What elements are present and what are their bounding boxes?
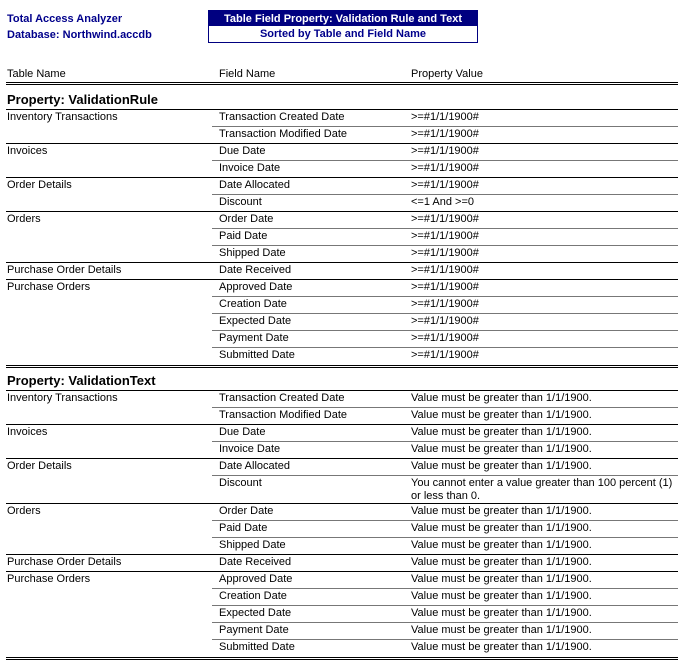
table-row [6,194,678,211]
field-name-cell: Paid Date [219,522,268,534]
property-value-cell: Value must be greater than 1/1/1900. [411,522,592,534]
property-value-cell: Value must be greater than 1/1/1900. [411,505,592,517]
table-row [6,622,678,639]
property-value-cell: >=#1/1/1900# [411,247,479,259]
property-value-cell: Value must be greater than 1/1/1900. [411,392,592,404]
section-end-rule [6,657,678,658]
table-name-cell: Orders [7,213,41,225]
table-row [6,475,678,503]
report-subtitle: Sorted by Table and Field Name [208,26,478,43]
field-name-cell: Order Date [219,213,274,225]
table-name-cell: Purchase Order Details [7,264,122,276]
table-row [6,390,678,407]
field-name-cell: Transaction Modified Date [219,128,347,140]
app-title: Total Access Analyzer [7,13,123,25]
table-row [6,330,678,347]
property-value-cell: >=#1/1/1900# [411,332,479,344]
property-value-cell: >=#1/1/1900# [411,145,479,157]
field-name-cell: Due Date [219,426,266,438]
table-row [6,262,678,279]
table-row [6,458,678,475]
property-value-cell: >=#1/1/1900# [411,213,479,225]
property-value-cell: Value must be greater than 1/1/1900. [411,573,592,585]
field-name-cell: Submitted Date [219,349,295,361]
property-value-cell: You cannot enter a value greater than 100 percent (1) or less than 0. [411,477,673,502]
header-rule-top [6,82,678,83]
field-name-cell: Date Received [219,264,292,276]
field-name-cell: Discount [219,196,262,208]
property-value-cell: Value must be greater than 1/1/1900. [411,624,592,636]
field-name-cell: Invoice Date [219,162,281,174]
field-name-cell: Creation Date [219,590,287,602]
field-name-cell: Discount [219,477,262,489]
property-value-cell: >=#1/1/1900# [411,162,479,174]
property-value-cell: >=#1/1/1900# [411,349,479,361]
section-title: Property: ValidationRule [7,92,158,107]
property-value-cell: Value must be greater than 1/1/1900. [411,539,592,551]
field-name-cell: Transaction Created Date [219,392,345,404]
property-value-cell: >=#1/1/1900# [411,264,479,276]
table-row [6,520,678,537]
header-rule-bottom [6,84,678,85]
table-row [6,407,678,424]
property-value-cell: >=#1/1/1900# [411,111,479,123]
field-name-cell: Paid Date [219,230,268,242]
table-name-cell: Invoices [7,145,48,157]
property-value-cell: Value must be greater than 1/1/1900. [411,460,592,472]
table-row [6,503,678,520]
report-title: Table Field Property: Validation Rule and Text [208,10,478,26]
property-value-cell: Value must be greater than 1/1/1900. [411,641,592,653]
column-header-table-name: Table Name [7,68,66,80]
section-end-rule [6,367,678,368]
table-row [6,109,678,126]
table-row [6,554,678,571]
table-row [6,177,678,194]
table-row [6,143,678,160]
field-name-cell: Payment Date [219,624,289,636]
table-row [6,296,678,313]
table-name-cell: Purchase Orders [7,281,91,293]
table-row [6,639,678,656]
property-value-cell: Value must be greater than 1/1/1900. [411,426,592,438]
property-value-cell: >=#1/1/1900# [411,230,479,242]
table-row [6,571,678,588]
property-value-cell: >=#1/1/1900# [411,281,479,293]
property-value-cell: Value must be greater than 1/1/1900. [411,590,592,602]
table-row [6,347,678,364]
table-row [6,160,678,177]
property-value-cell: Value must be greater than 1/1/1900. [411,556,592,568]
table-row [6,245,678,262]
field-name-cell: Date Received [219,556,292,568]
table-name-cell: Orders [7,505,41,517]
property-value-cell: Value must be greater than 1/1/1900. [411,607,592,619]
field-name-cell: Transaction Created Date [219,111,345,123]
table-row [6,424,678,441]
table-name-cell: Invoices [7,426,48,438]
section-end-rule [6,659,678,660]
table-row [6,211,678,228]
field-name-cell: Date Allocated [219,460,290,472]
field-name-cell: Date Allocated [219,179,290,191]
field-name-cell: Shipped Date [219,247,286,259]
table-name-cell: Order Details [7,179,72,191]
field-name-cell: Order Date [219,505,274,517]
table-name-cell: Inventory Transactions [7,111,118,123]
table-name-cell: Order Details [7,460,72,472]
field-name-cell: Payment Date [219,332,289,344]
field-name-cell: Expected Date [219,607,292,619]
column-header-field-name: Field Name [219,68,276,80]
table-row [6,588,678,605]
table-row [6,605,678,622]
table-row [6,279,678,296]
table-row [6,537,678,554]
table-name-cell: Inventory Transactions [7,392,118,404]
section-end-rule [6,365,678,366]
property-value-cell: >=#1/1/1900# [411,315,479,327]
table-name-cell: Purchase Order Details [7,556,122,568]
table-row [6,313,678,330]
field-name-cell: Approved Date [219,573,293,585]
field-name-cell: Approved Date [219,281,293,293]
table-name-cell: Purchase Orders [7,573,91,585]
field-name-cell: Shipped Date [219,539,286,551]
column-header-property-value: Property Value [411,68,483,80]
field-name-cell: Expected Date [219,315,292,327]
field-name-cell: Creation Date [219,298,287,310]
field-name-cell: Invoice Date [219,443,281,455]
field-name-cell: Transaction Modified Date [219,409,347,421]
field-name-cell: Due Date [219,145,266,157]
property-value-cell: <=1 And >=0 [411,196,475,208]
property-value-cell: >=#1/1/1900# [411,179,479,191]
table-row [6,126,678,143]
property-value-cell: >=#1/1/1900# [411,298,479,310]
section-title: Property: ValidationText [7,373,156,388]
field-name-cell: Submitted Date [219,641,295,653]
table-row [6,228,678,245]
database-name: Database: Northwind.accdb [7,29,152,41]
property-value-cell: Value must be greater than 1/1/1900. [411,443,592,455]
table-row [6,441,678,458]
property-value-cell: Value must be greater than 1/1/1900. [411,409,592,421]
property-value-cell: >=#1/1/1900# [411,128,479,140]
